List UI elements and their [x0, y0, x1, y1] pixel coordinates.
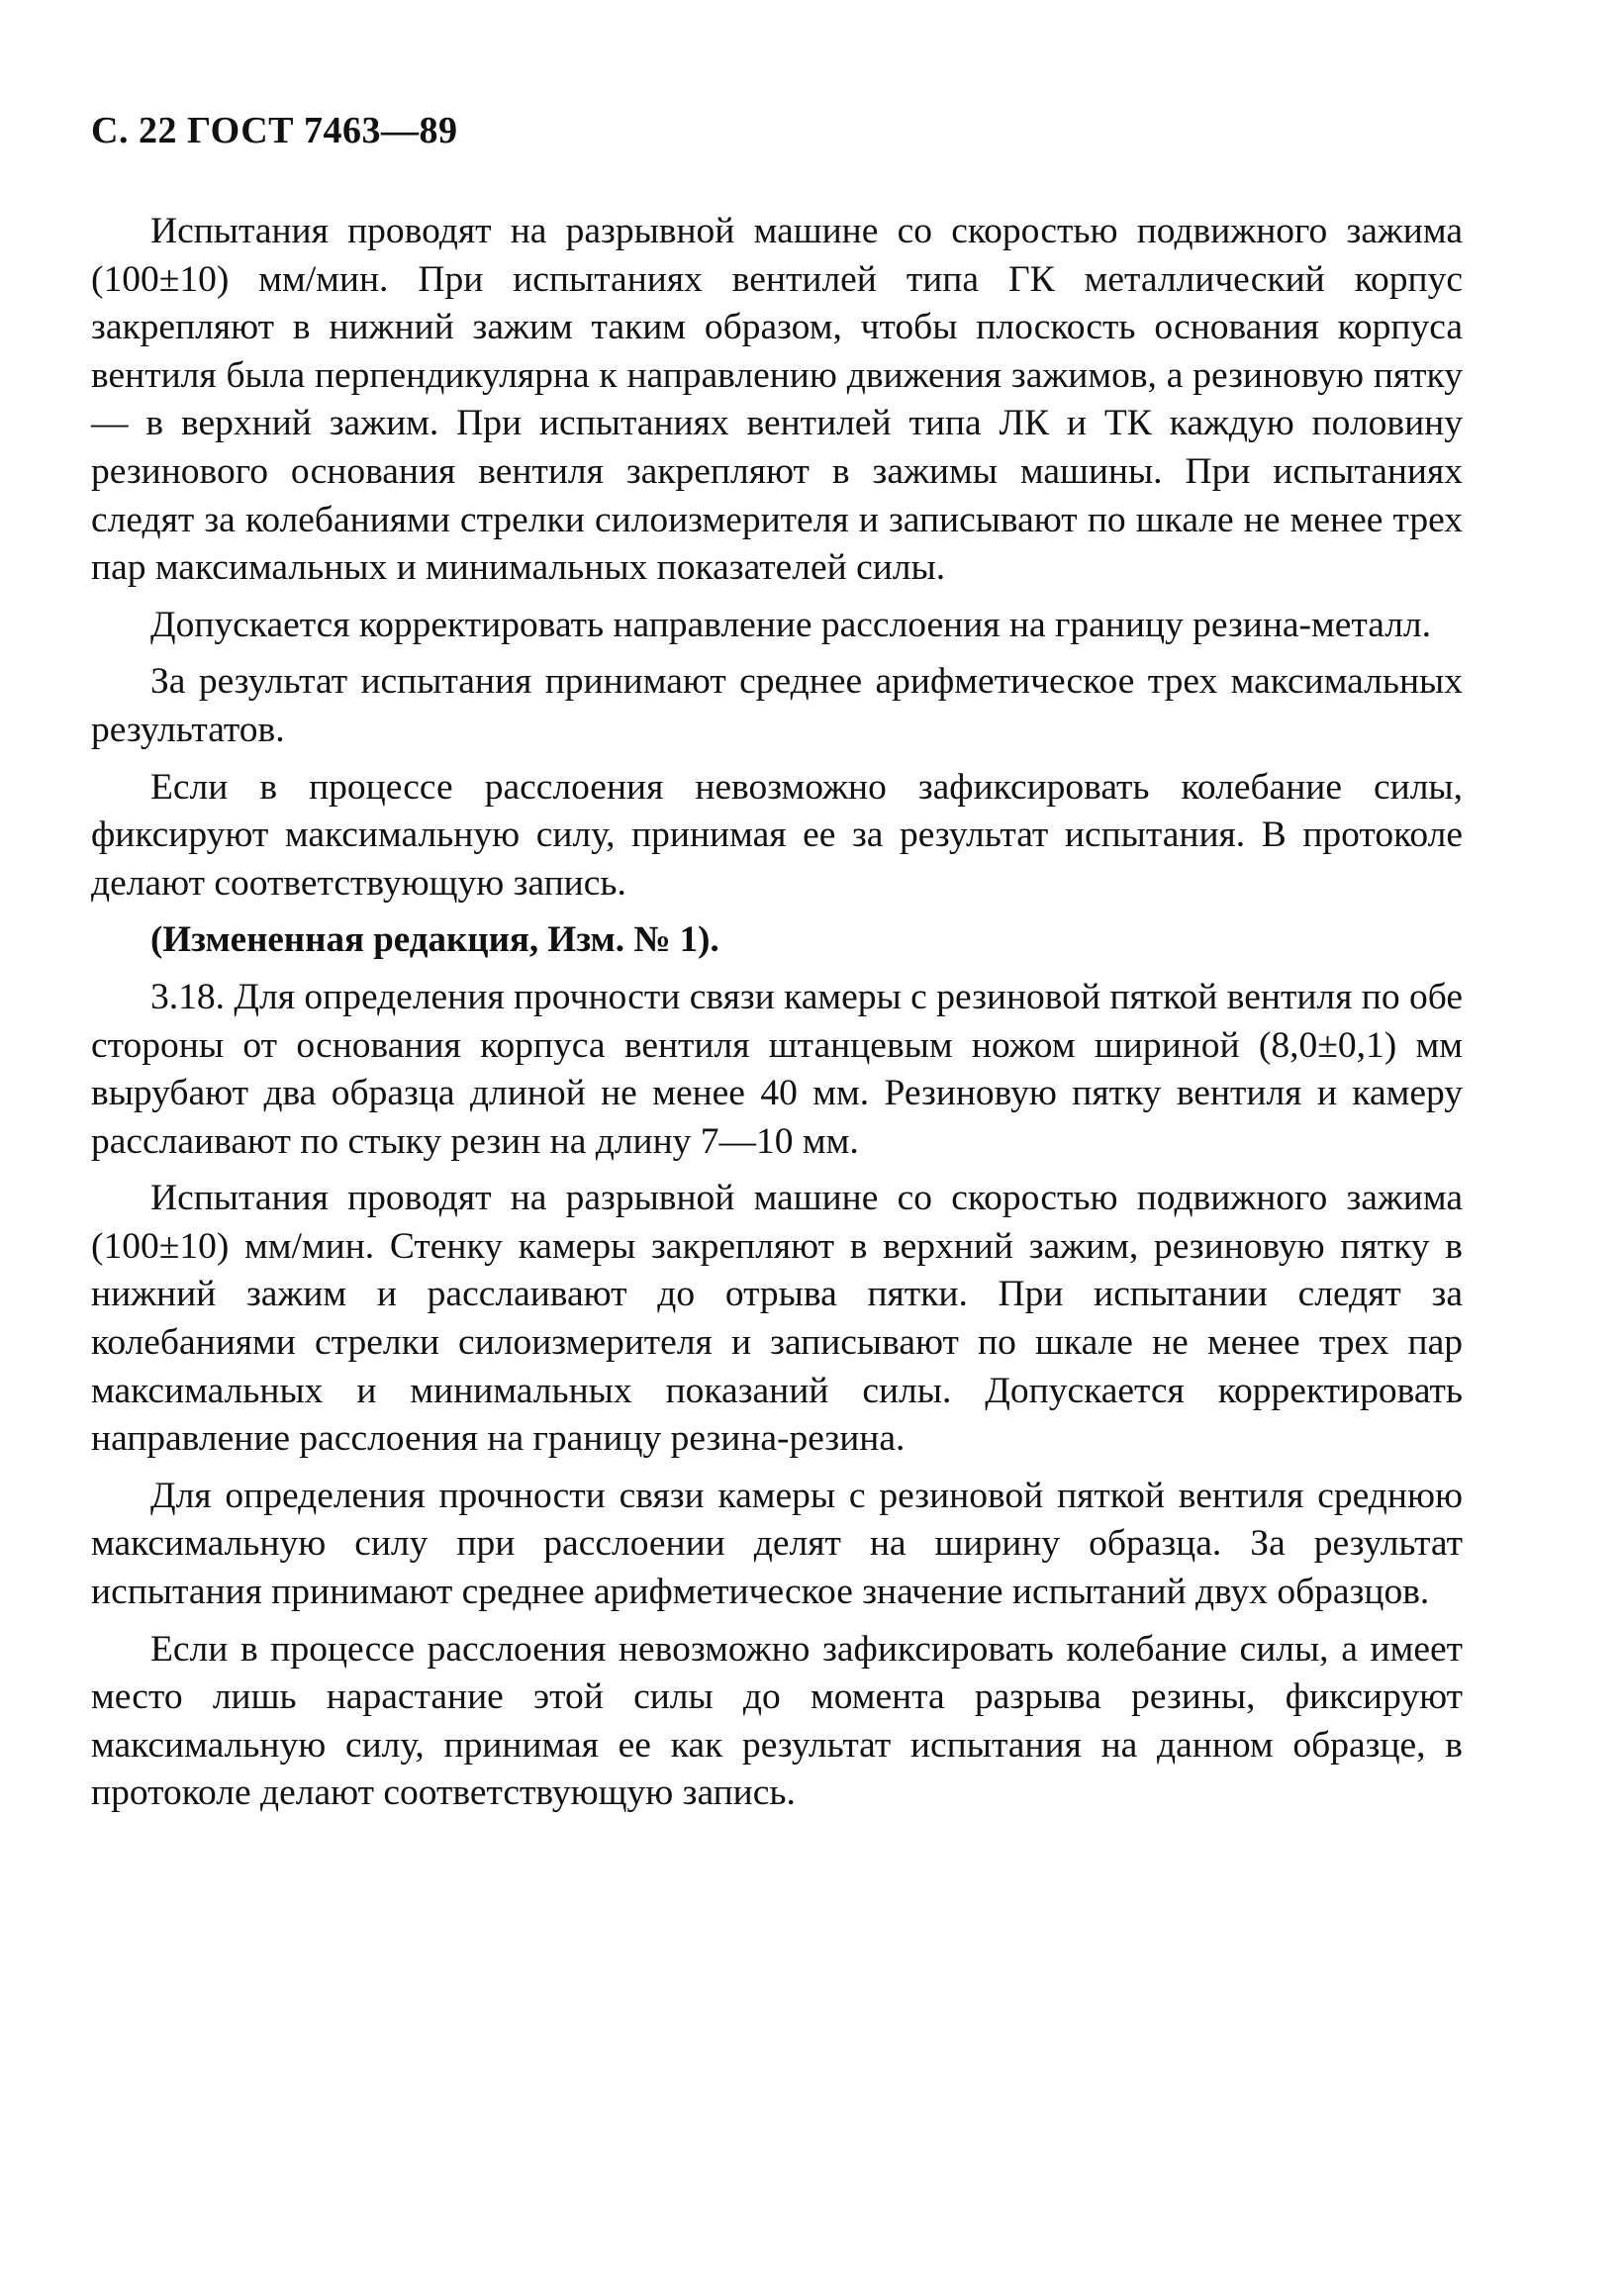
amendment-note: (Измененная редакция, Изм. № 1).	[150, 919, 719, 961]
document-page	[91, 109, 1463, 1827]
paragraph-bond-strength: Для определения прочности связи камеры с резиновой пяткой вентиля среднюю максимальную силу при расслоении делят на ширину образца. За результат испытания принимают среднее арифметическое значение испытаний двух образцов.	[91, 1475, 1463, 1613]
paragraph-test-procedure: Испытания проводят на разрывной машине со скоростью подвижного зажима (100±10) мм/мин. При испытаниях вентилей типа ГК металлический корпус закрепляют в нижний зажим таким образом, чтобы плоскость основания корпуса вентиля была перпендикулярна к направлению движения зажимов, а резиновую пятку — в верхний зажим. При испытаниях вентилей типа ЛК и ТК каждую половину резинового основания вентиля закрепляют в зажимы машины. При испытаниях следят за колебаниями стрелки силоизмерителя и записывают по шкале не менее трех пар максимальных и минимальных показателей силы.	[91, 211, 1463, 589]
paragraph-no-oscillation: Если в процессе расслоения невозможно зафиксировать колебание силы, фиксируют максимальную силу, принимая ее за результат испытания. В протоколе делают соответствующую запись.	[91, 766, 1463, 904]
paragraph-section-3-18: 3.18. Для определения прочности связи камеры с резиновой пяткой вентиля по обе стороны от основания корпуса вентиля штанцевым ножом шириной (8,0±0,1) мм вырубают два образца длиной не менее 40 мм. Резиновую пятку вентиля и камеру расслаивают по стыку резин на длину 7—10 мм.	[91, 976, 1463, 1162]
paragraph-direction-correction: Допускается корректировать направление расслоения на границу резина-металл.	[150, 604, 1432, 645]
paragraph-max-force: Если в процессе расслоения невозможно зафиксировать колебание силы, а имеет место лишь нарастание этой силы до момента разрыва резины, фиксируют максимальную силу, принимая ее как результат испытания на данном образце, в протоколе делают соответствующую запись.	[91, 1628, 1463, 1814]
page-header: С. 22 ГОСТ 7463—89	[91, 110, 458, 151]
paragraph-result-average: За результат испытания принимают среднее арифметическое трех максимальных результатов.	[91, 661, 1463, 750]
paragraph-chamber-test: Испытания проводят на разрывной машине со скоростью подвижного зажима (100±10) мм/мин. Стенку камеры закрепляют в верхний зажим, резиновую пятку в нижний зажим и расслаивают до отрыва пятки. При испытании следят за колебаниями стрелки силоизмерителя и записывают по шкале не менее трех пар максимальных и минимальных показаний силы. Допускается корректировать направление расслоения на границу резина-резина.	[91, 1178, 1463, 1460]
